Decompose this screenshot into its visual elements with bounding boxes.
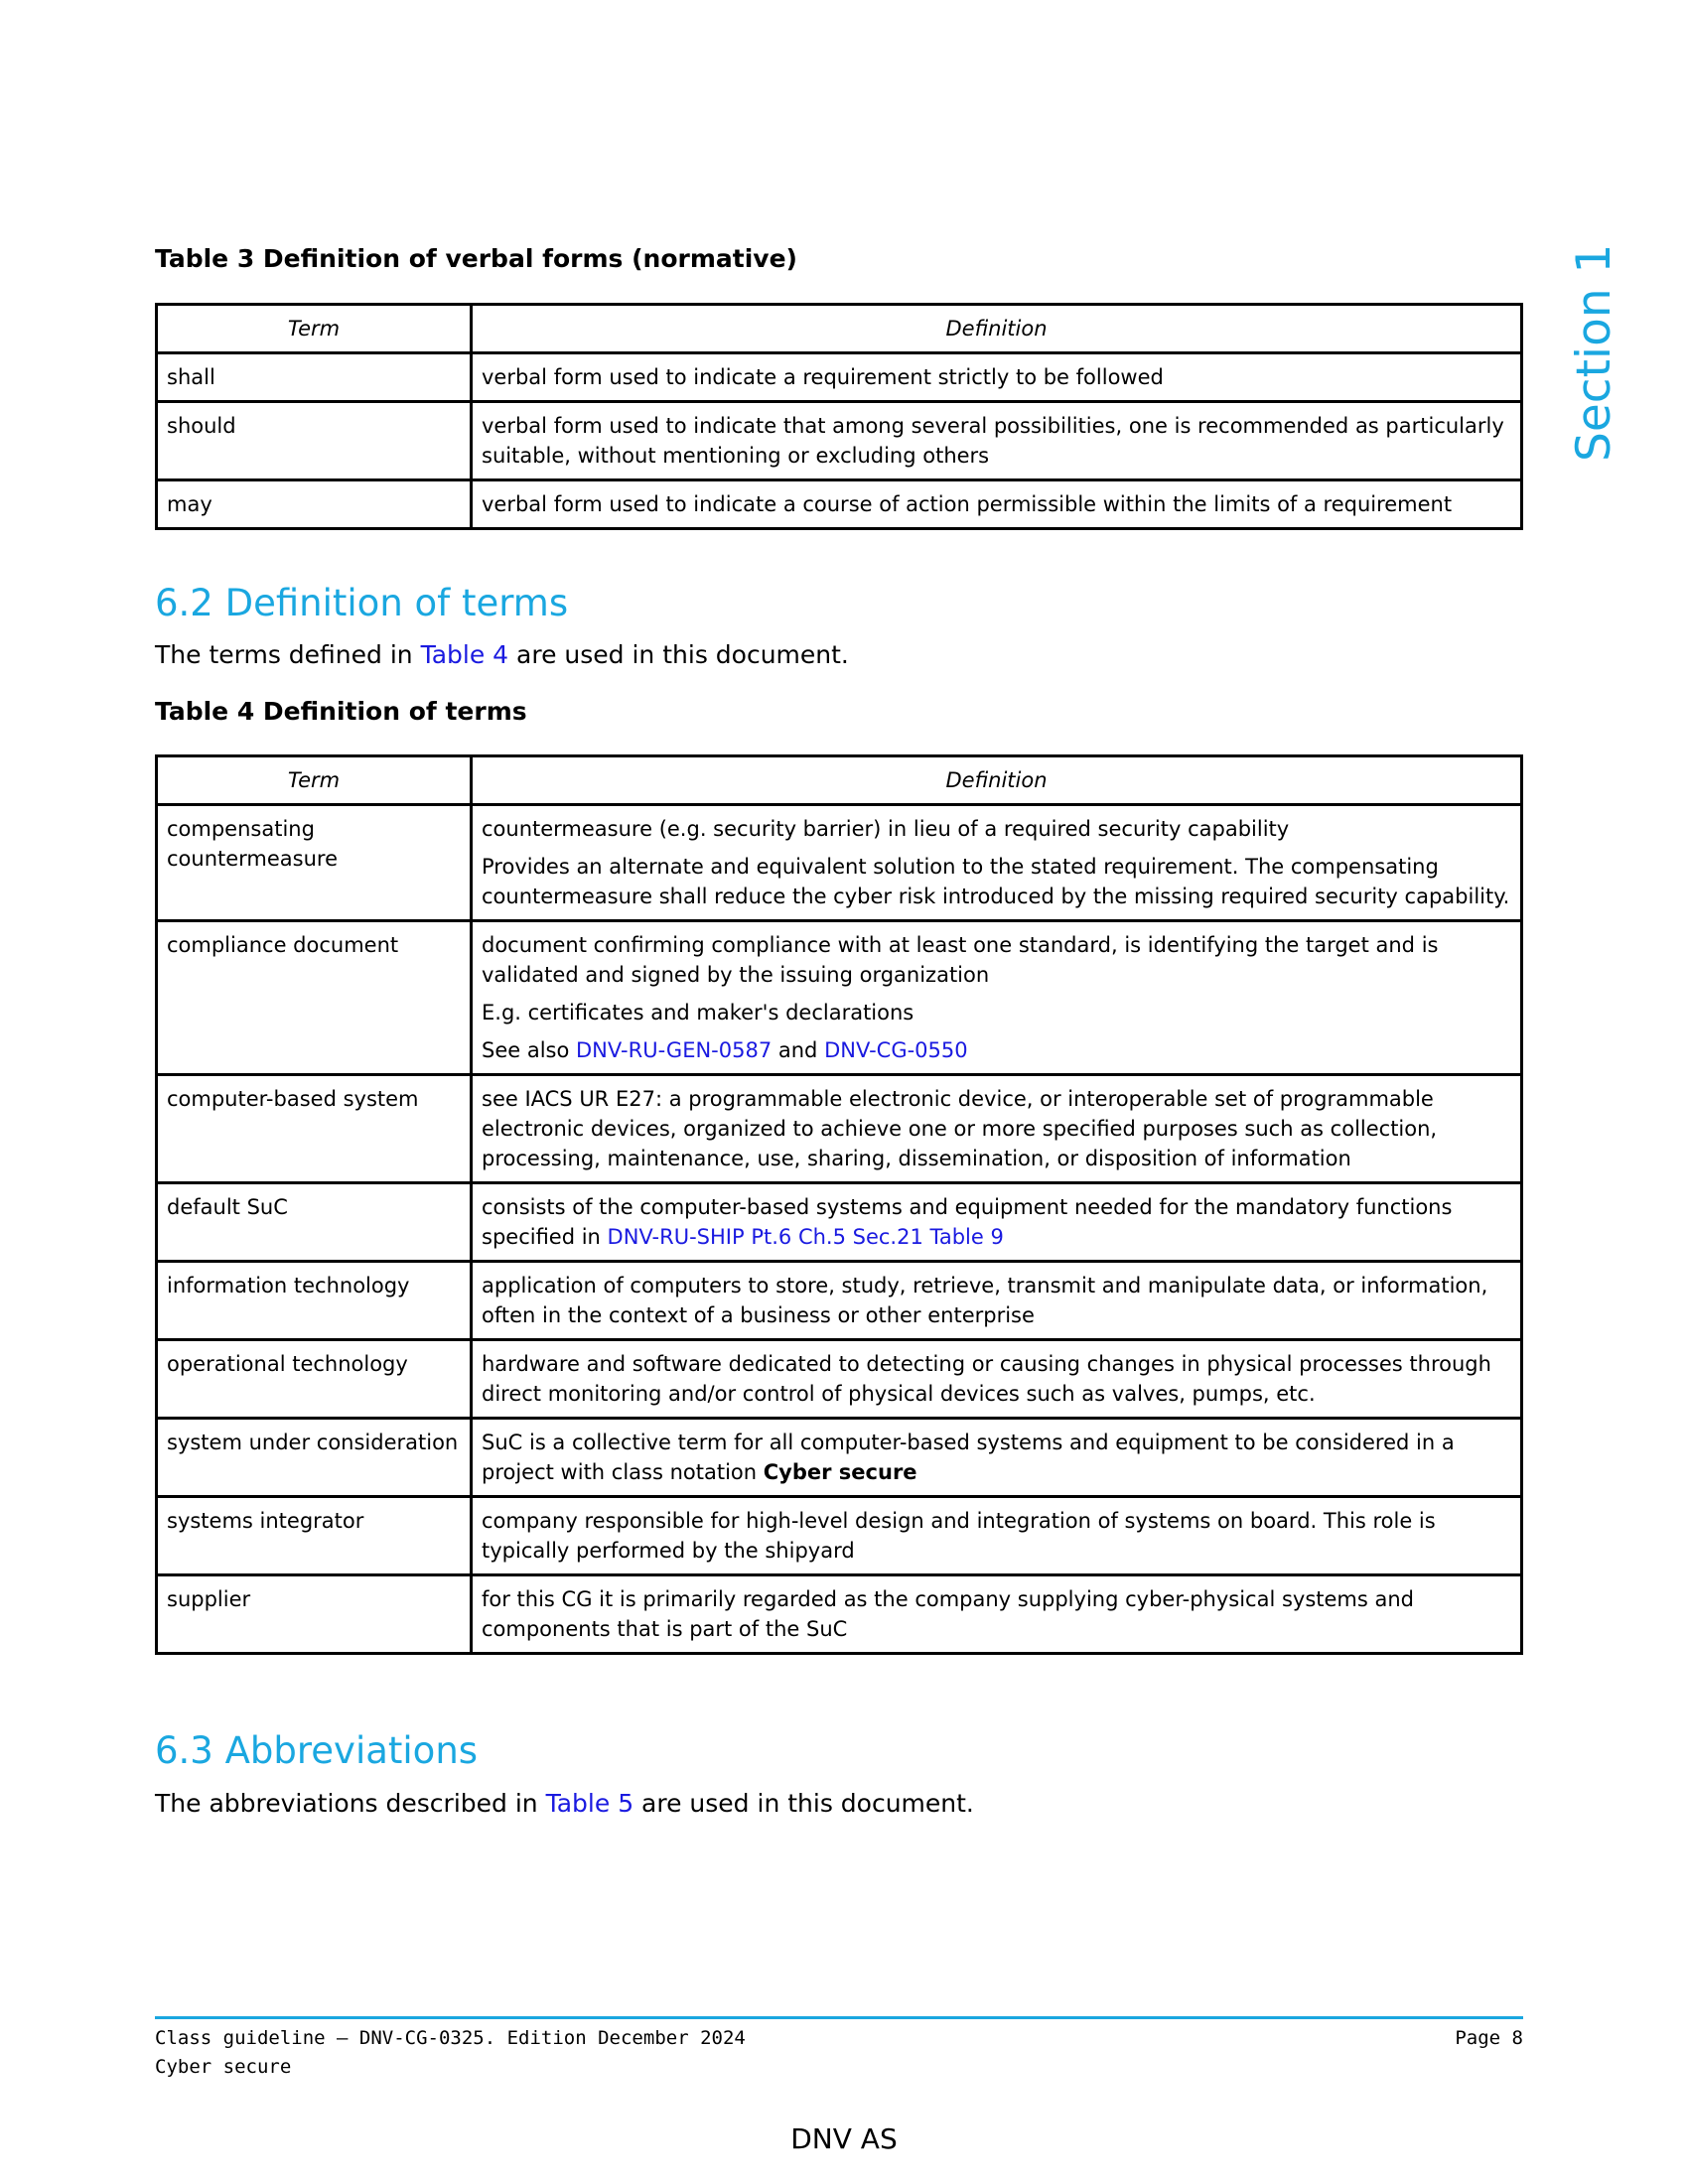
footer-divider <box>155 2016 1523 2019</box>
table-row <box>157 1419 1522 1497</box>
footer-page-number: Page 8 <box>1455 2027 1523 2049</box>
table-row <box>157 1497 1522 1575</box>
table-row <box>157 402 1522 480</box>
term-cell: systems integrator <box>157 1497 472 1575</box>
footer-subtitle: Cyber secure <box>155 2056 292 2078</box>
definition-cell: hardware and software dedicated to detecting or causing changes in physical processes through direct monitoring and/or control of physical devices such as valves, pumps, etc. <box>472 1340 1522 1419</box>
term-cell: should <box>157 402 472 480</box>
definition-text: countermeasure (e.g. security barrier) in lieu of a required security capability <box>482 817 1290 841</box>
header-definition: Definition <box>472 756 1522 805</box>
definition-text: SuC is a collective term for all computer-based systems and equipment to be considered in a project with class notation <box>482 1431 1455 1484</box>
class-notation: Cyber secure <box>763 1460 917 1484</box>
definition-cell <box>472 921 1522 1075</box>
section-6-2-heading: 6.2 Definition of terms <box>155 582 569 624</box>
term-cell: compliance document <box>157 921 472 1075</box>
term-cell: compensating countermeasure <box>157 805 472 921</box>
definition-text: document confirming compliance with at least one standard, is identifying the target and is validated and signed by the issuing organization <box>482 933 1439 987</box>
table-3-caption: Table 3 Definition of verbal forms (normative) <box>155 244 797 273</box>
table-5-link[interactable]: Table 5 <box>545 1789 634 1818</box>
term-cell: information technology <box>157 1262 472 1340</box>
table-row <box>157 480 1522 529</box>
term-cell: supplier <box>157 1575 472 1654</box>
table-row <box>157 921 1522 1075</box>
definition-cell: for this CG it is primarily regarded as the company supplying cyber-physical systems and components that is part of the SuC <box>472 1575 1522 1654</box>
term-cell: operational technology <box>157 1340 472 1419</box>
dnv-ru-ship-table-9-link[interactable]: DNV-RU-SHIP Pt.6 Ch.5 Sec.21 Table 9 <box>607 1225 1004 1249</box>
table-row <box>157 353 1522 402</box>
table-header-row <box>157 305 1522 353</box>
header-term: Term <box>157 756 472 805</box>
header-term: Term <box>157 305 472 353</box>
section-6-2-intro <box>155 640 849 669</box>
term-cell: system under consideration <box>157 1419 472 1497</box>
section-6-3-intro <box>155 1789 974 1818</box>
table-4-caption: Table 4 Definition of terms <box>155 697 527 726</box>
table-row <box>157 1575 1522 1654</box>
definition-note: E.g. certificates and maker's declarations <box>482 1001 914 1024</box>
definition-cell: see IACS UR E27: a programmable electronic device, or interoperable set of programmable electronic devices, organized to achieve one or more specified purposes such as collection, processing, maintenance, use, sharing, dissemination, or disposition of information <box>472 1075 1522 1183</box>
table-row <box>157 1262 1522 1340</box>
term-cell: default SuC <box>157 1183 472 1262</box>
definition-cell <box>472 1419 1522 1497</box>
footer-document-title: Class guideline — DNV-CG-0325. Edition December 2024 <box>155 2027 746 2049</box>
table-3-verbal-forms <box>155 303 1523 530</box>
footer-company: DNV AS <box>790 2122 898 2155</box>
intro-text: The abbreviations described in <box>155 1789 546 1818</box>
term-cell: may <box>157 480 472 529</box>
table-row <box>157 1183 1522 1262</box>
table-4-link[interactable]: Table 4 <box>420 640 509 669</box>
dnv-ru-gen-0587-link[interactable]: DNV-RU-GEN-0587 <box>576 1038 773 1062</box>
table-row <box>157 805 1522 921</box>
term-cell: shall <box>157 353 472 402</box>
definition-cell: verbal form used to indicate a course of action permissible within the limits of a requirement <box>472 480 1522 529</box>
section-label: Section 1 <box>1567 243 1621 462</box>
dnv-cg-0550-link[interactable]: DNV-CG-0550 <box>824 1038 968 1062</box>
table-header-row <box>157 756 1522 805</box>
intro-text: The terms defined in <box>155 640 421 669</box>
see-also-text: and <box>772 1038 825 1062</box>
intro-text: are used in this document. <box>508 640 849 669</box>
definition-cell: application of computers to store, study, retrieve, transmit and manipulate data, or information, often in the context of a business or other enterprise <box>472 1262 1522 1340</box>
definition-cell: verbal form used to indicate that among several possibilities, one is recommended as particularly suitable, without mentioning or excluding others <box>472 402 1522 480</box>
table-4-terms <box>155 754 1523 1655</box>
term-cell: computer-based system <box>157 1075 472 1183</box>
see-also <box>482 1035 1511 1065</box>
table-row <box>157 1075 1522 1183</box>
header-definition: Definition <box>472 305 1522 353</box>
see-also-text: See also <box>482 1038 577 1062</box>
definition-cell <box>472 805 1522 921</box>
table-row <box>157 1340 1522 1419</box>
definition-note: Provides an alternate and equivalent solution to the stated requirement. The compensating countermeasure shall reduce the cyber risk introduced by the missing required security capability. <box>482 855 1510 908</box>
definition-cell <box>472 1183 1522 1262</box>
definition-cell: company responsible for high-level design and integration of systems on board. This role is typically performed by the shipyard <box>472 1497 1522 1575</box>
intro-text: are used in this document. <box>633 1789 974 1818</box>
definition-cell: verbal form used to indicate a requirement strictly to be followed <box>472 353 1522 402</box>
definition-text: consists of the computer-based systems and equipment needed for the mandatory functions specified in <box>482 1195 1453 1249</box>
section-6-3-heading: 6.3 Abbreviations <box>155 1729 479 1772</box>
